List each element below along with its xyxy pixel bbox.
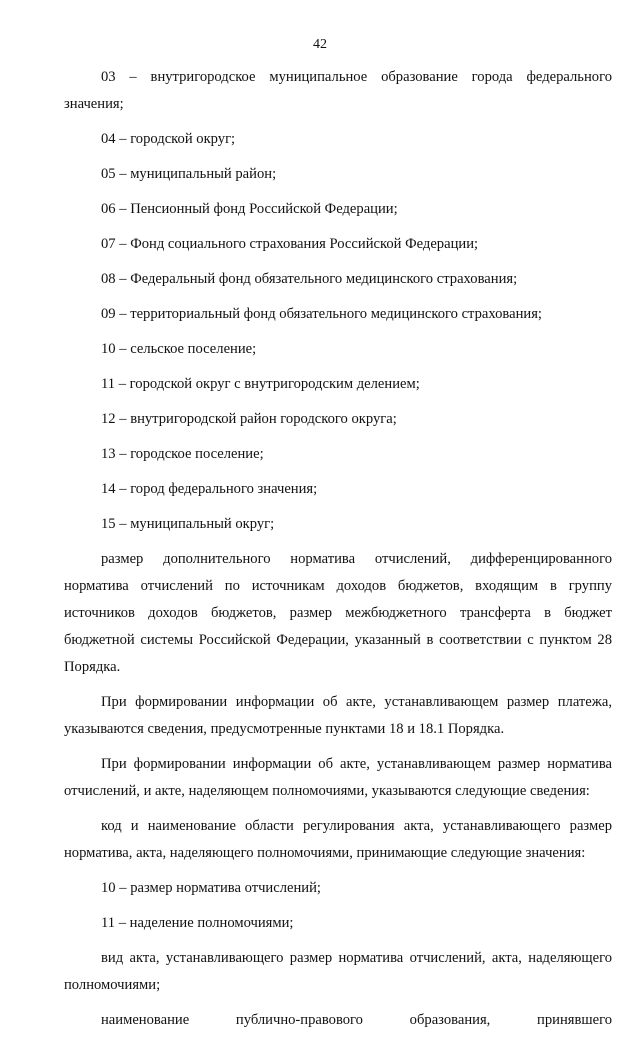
paragraph-code-15: 15 – муниципальный округ; bbox=[101, 516, 275, 532]
paragraph-code-07: 07 – Фонд социального страхования Российской Федерации; bbox=[101, 236, 479, 252]
paragraph-code-11: 11 – городской округ с внутригородским делением; bbox=[101, 376, 420, 392]
paragraph-code-06: 06 – Пенсионный фонд Российской Федерации; bbox=[101, 201, 398, 217]
paragraph-code-10: 10 – сельское поселение; bbox=[101, 341, 257, 357]
paragraph-code-13: 13 – городское поселение; bbox=[101, 446, 264, 462]
page-number: 42 bbox=[313, 37, 327, 52]
paragraph-additional-normative: размер дополнительного норматива отчислений, дифференцированного норматива отчислений по источникам доходов бюджетов, входящим в группу источников доходов бюджетов, размер межбюджетного трансферта в бюджет бюджетной системы Российской Федерации, указанный в соответствии с пунктом 28 Порядка. bbox=[64, 551, 612, 675]
paragraph-code-09: 09 – территориальный фонд обязательного медицинского страхования; bbox=[101, 306, 542, 322]
paragraph-act-type: вид акта, устанавливающего размер норматива отчислений, акта, наделяющего полномочиями; bbox=[64, 950, 612, 993]
paragraph-public-entity-name: наименование публично-правового образования, принявшего bbox=[101, 1012, 612, 1028]
paragraph-regulation-area-code: код и наименование области регулирования акта, устанавливающего размер норматива, акта, наделяющего полномочиями, принимающие следующие значения: bbox=[64, 818, 612, 861]
paragraph-normative-act: При формировании информации об акте, устанавливающем размер норматива отчислений, и акте, наделяющем полномочиями, указываются следующие сведения: bbox=[64, 756, 612, 799]
paragraph-code-08: 08 – Федеральный фонд обязательного медицинского страхования; bbox=[101, 271, 518, 287]
paragraph-code-03: 03 – внутригородское муниципальное образование города федерального значения; bbox=[64, 69, 612, 112]
paragraph-payment-act: При формировании информации об акте, устанавливающем размер платежа, указываются сведения, предусмотренные пунктами 18 и 18.1 Порядка. bbox=[64, 694, 612, 737]
paragraph-code-14: 14 – город федерального значения; bbox=[101, 481, 318, 497]
paragraph-code-12: 12 – внутригородской район городского округа; bbox=[101, 411, 397, 427]
document-body bbox=[64, 64, 612, 1042]
paragraph-code-04: 04 – городской округ; bbox=[101, 131, 236, 147]
paragraph-code-area-10: 10 – размер норматива отчислений; bbox=[101, 880, 321, 896]
paragraph-code-area-11: 11 – наделение полномочиями; bbox=[101, 915, 294, 931]
paragraph-code-05: 05 – муниципальный район; bbox=[101, 166, 277, 182]
